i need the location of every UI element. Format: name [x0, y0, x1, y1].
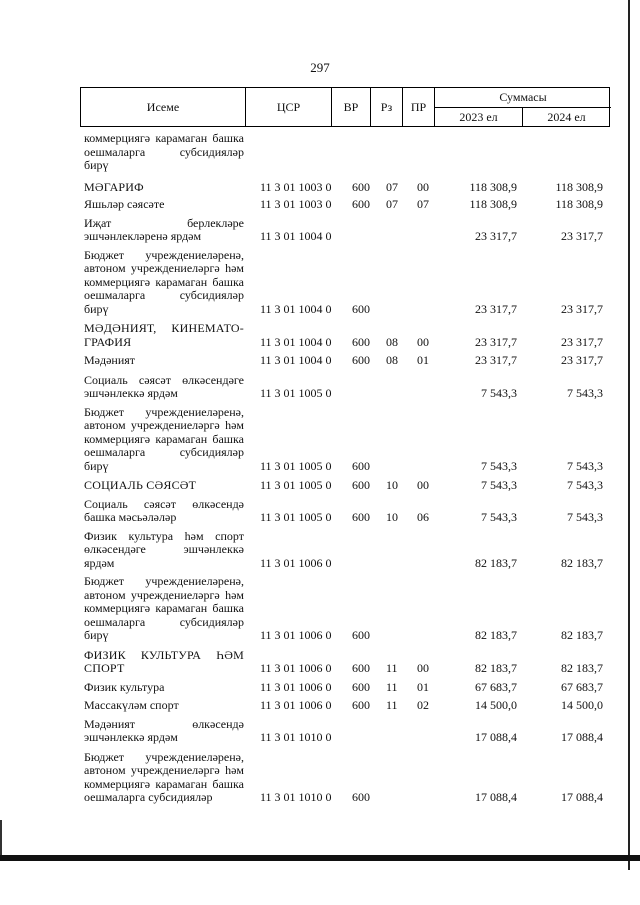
header-year-2023: 2023 ел [435, 107, 523, 127]
row-amount-2024: 118 308,9 [555, 197, 603, 211]
row-amount-2023: 17 088,4 [475, 790, 517, 804]
header-sum-group [435, 88, 611, 126]
table-row [80, 374, 610, 401]
row-amount-2023: 82 183,7 [475, 661, 517, 675]
row-name-line: ГРАФИЯ [84, 334, 132, 349]
row-name-line: эшчәнлекләренә ярдәм [84, 229, 202, 243]
row-amount-2024: 23 317,7 [561, 334, 603, 349]
row-name-line: Бюджет учреждениеләренә, [84, 749, 244, 764]
row-name [84, 406, 244, 474]
row-name-line: бирү [84, 628, 109, 642]
row-name [84, 322, 244, 349]
row-vr: 600 [352, 698, 370, 712]
row-name-line: Мәдәният [84, 353, 136, 367]
row-rz: 11 [386, 661, 398, 675]
row-name-line: автоном учреждениеләргә һәм [84, 418, 244, 432]
row-amount-2023: 67 683,7 [475, 679, 517, 694]
row-vr: 600 [352, 661, 370, 675]
row-csr: 11 3 01 1006 0 [260, 679, 332, 694]
row-name [84, 530, 244, 571]
page-edge-right [628, 0, 630, 870]
row-pr: 01 [417, 353, 429, 367]
row-name [84, 681, 244, 695]
row-csr: 11 3 01 1005 0 [260, 386, 332, 400]
table-row [80, 406, 610, 474]
row-name-line: эшчәнлеккә ярдәм [84, 386, 178, 400]
row-amount-2024: 7 543,3 [567, 386, 603, 400]
row-name [84, 479, 244, 493]
row-pr: 00 [417, 179, 429, 194]
table-row [80, 575, 610, 643]
row-amount-2024: 23 317,7 [561, 229, 603, 243]
row-amount-2024: 23 317,7 [561, 353, 603, 367]
row-amount-2024: 118 308,9 [555, 179, 603, 194]
row-name [84, 181, 244, 195]
row-name-line: ярдәм [84, 555, 115, 570]
row-amount-2023: 82 183,7 [475, 555, 517, 570]
page-edge-bottom [0, 855, 640, 861]
row-name [84, 249, 244, 317]
row-csr: 11 3 01 1006 0 [260, 698, 332, 712]
row-vr: 600 [352, 179, 370, 194]
row-csr: 11 3 01 1010 0 [260, 790, 332, 804]
row-amount-2024: 82 183,7 [561, 628, 603, 642]
row-csr: 11 3 01 1005 0 [260, 458, 332, 473]
row-csr: 11 3 01 1004 0 [260, 301, 332, 316]
row-rz: 10 [386, 510, 398, 524]
row-name [84, 649, 244, 676]
row-csr: 11 3 01 1006 0 [260, 628, 332, 642]
row-amount-2024: 7 543,3 [567, 510, 603, 524]
row-vr: 600 [352, 301, 370, 316]
table-row [80, 322, 610, 349]
row-name-line: автоном учреждениеләргә һәм [84, 261, 244, 275]
row-name-line: Яшьләр сәясәте [84, 197, 165, 211]
table-row [80, 198, 610, 212]
row-amount-2024: 14 500,0 [561, 698, 603, 712]
table-row [80, 181, 610, 195]
row-amount-2023: 118 308,9 [469, 197, 517, 211]
row-name-line: коммерциягә карамаган башка [84, 274, 244, 289]
row-name [84, 498, 244, 525]
row-name-line: оешмаларга субсидияләр [84, 614, 244, 629]
table-header [80, 87, 610, 127]
table-row [80, 249, 610, 317]
row-name [84, 718, 244, 745]
row-pr: 06 [417, 510, 429, 524]
row-name-line: автоном учреждениеләргә һәм [84, 587, 244, 602]
row-csr: 11 3 01 1003 0 [260, 179, 332, 194]
row-name-line: бирү [84, 158, 109, 172]
row-name-line: башка мәсьәләләр [84, 510, 177, 524]
row-amount-2023: 7 543,3 [481, 510, 517, 524]
row-name-line: оешмаларга субсидияләр [84, 790, 213, 804]
row-name-line: ФИЗИК КУЛЬТУРА ҺӘМ [84, 647, 244, 662]
row-amount-2023: 23 317,7 [475, 353, 517, 367]
row-pr: 00 [417, 334, 429, 349]
table-row [80, 718, 610, 745]
row-rz: 11 [386, 679, 398, 694]
row-amount-2023: 7 543,3 [481, 386, 517, 400]
row-amount-2023: 17 088,4 [475, 730, 517, 744]
row-name-line: Иҗат берлекләре [84, 215, 244, 230]
row-name [84, 374, 244, 401]
row-vr: 600 [352, 478, 370, 492]
row-rz: 08 [386, 334, 398, 349]
row-amount-2024: 23 317,7 [561, 301, 603, 316]
row-name-line: Бюджет учреждениеләренә, [84, 574, 244, 588]
row-vr: 600 [352, 510, 370, 524]
row-amount-2023: 82 183,7 [475, 628, 517, 642]
row-rz: 08 [386, 353, 398, 367]
header-vr: ВР [332, 88, 371, 126]
row-name-line: коммерциягә карамаган башка [84, 431, 244, 446]
row-csr: 11 3 01 1003 0 [260, 197, 332, 211]
table-row [80, 498, 610, 525]
row-amount-2024: 7 543,3 [567, 458, 603, 473]
row-rz: 10 [386, 478, 398, 492]
row-name-line: Физик культура һәм спорт [84, 528, 244, 543]
row-csr: 11 3 01 1004 0 [260, 229, 332, 243]
row-name [84, 354, 244, 368]
row-csr: 11 3 01 1006 0 [260, 555, 332, 570]
table-row [80, 681, 610, 695]
row-name-line: оешмаларга субсидияләр [84, 445, 244, 459]
row-name-line: Мәдәният өлкәсендә [84, 716, 244, 731]
row-name-line: бирү [84, 458, 109, 473]
row-amount-2023: 23 317,7 [475, 229, 517, 243]
row-name-line: Социаль сәясәт өлкәсендәге [84, 372, 244, 387]
page-number: 297 [310, 60, 330, 75]
table-row [80, 751, 610, 805]
row-vr: 600 [352, 679, 370, 694]
row-name-line: СПОРТ [84, 661, 125, 675]
row-amount-2023: 7 543,3 [481, 478, 517, 492]
row-name-line: эшчәнлеккә ярдәм [84, 730, 178, 744]
row-name-line: МӘГАРИФ [84, 179, 144, 194]
row-amount-2024: 17 088,4 [561, 790, 603, 804]
row-rz: 07 [386, 179, 398, 194]
row-name-line: Социаль сәясәт өлкәсендә [84, 496, 244, 511]
table-row [80, 649, 610, 676]
row-name [84, 699, 244, 713]
row-amount-2023: 118 308,9 [469, 179, 517, 194]
header-year-2024: 2024 ел [547, 109, 586, 124]
row-name [84, 132, 244, 173]
row-name-line: Бюджет учреждениеләренә, [84, 247, 244, 262]
row-vr: 600 [352, 334, 370, 349]
row-amount-2023: 14 500,0 [475, 698, 517, 712]
row-amount-2024: 82 183,7 [561, 555, 603, 570]
row-name-line: МӘДӘНИЯТ, КИНЕМАТО- [84, 321, 244, 335]
row-rz: 07 [386, 197, 398, 211]
row-csr: 11 3 01 1005 0 [260, 478, 332, 492]
row-amount-2024: 67 683,7 [561, 679, 603, 694]
row-csr: 11 3 01 1010 0 [260, 730, 332, 744]
row-pr: 07 [417, 197, 429, 211]
row-name-line: коммерциягә карамаган башка [84, 131, 244, 145]
row-csr: 11 3 01 1006 0 [260, 661, 332, 675]
table-body [80, 127, 610, 805]
table-row [80, 699, 610, 713]
row-amount-2023: 23 317,7 [475, 301, 517, 316]
table-row [80, 354, 610, 368]
row-csr: 11 3 01 1004 0 [260, 353, 332, 367]
row-amount-2023: 7 543,3 [481, 458, 517, 473]
row-name-line: бирү [84, 301, 109, 316]
row-vr: 600 [352, 628, 370, 642]
header-rz: Рз [371, 88, 403, 126]
row-vr: 600 [352, 458, 370, 473]
row-name-line: Бюджет учреждениеләренә, [84, 404, 244, 419]
row-name-line: Массакүләм спорт [84, 698, 179, 712]
row-name-line: оешмаларга субсидияләр [84, 144, 244, 159]
row-vr: 600 [352, 353, 370, 367]
row-name [84, 217, 244, 244]
row-amount-2023: 23 317,7 [475, 334, 517, 349]
table-row [80, 479, 610, 493]
row-name-line: өлкәсендәге эшчәнлеккә [84, 542, 244, 556]
row-amount-2024: 82 183,7 [561, 661, 603, 675]
row-vr: 600 [352, 197, 370, 211]
row-name-line: автоном учреждениеләргә һәм [84, 763, 244, 777]
table-row [80, 530, 610, 571]
row-name-line: коммерциягә карамаган башка [84, 776, 244, 791]
header-csr: ЦСР [246, 88, 332, 126]
row-pr: 00 [417, 661, 429, 675]
row-vr: 600 [352, 790, 370, 804]
row-pr: 00 [417, 478, 429, 492]
row-amount-2024: 7 543,3 [567, 478, 603, 492]
header-name: Исеме [81, 88, 246, 126]
page-edge-left [0, 820, 2, 855]
row-pr: 01 [417, 679, 429, 694]
row-amount-2024: 17 088,4 [561, 730, 603, 744]
row-name-line: СОЦИАЛЬ СӘЯСӘТ [84, 478, 197, 492]
row-name [84, 575, 244, 643]
row-rz: 11 [386, 698, 398, 712]
row-csr: 11 3 01 1005 0 [260, 510, 332, 524]
table-row [80, 217, 610, 244]
row-name-line: оешмаларга субсидияләр [84, 288, 244, 302]
row-pr: 02 [417, 698, 429, 712]
header-pr: ПР [403, 88, 435, 126]
row-csr: 11 3 01 1004 0 [260, 334, 332, 349]
row-name-line: коммерциягә карамаган башка [84, 601, 244, 615]
row-name [84, 751, 244, 805]
header-sum-title: Суммасы [435, 88, 611, 108]
row-name [84, 198, 244, 212]
table-row [80, 132, 610, 173]
row-name-line: Физик культура [84, 679, 165, 694]
